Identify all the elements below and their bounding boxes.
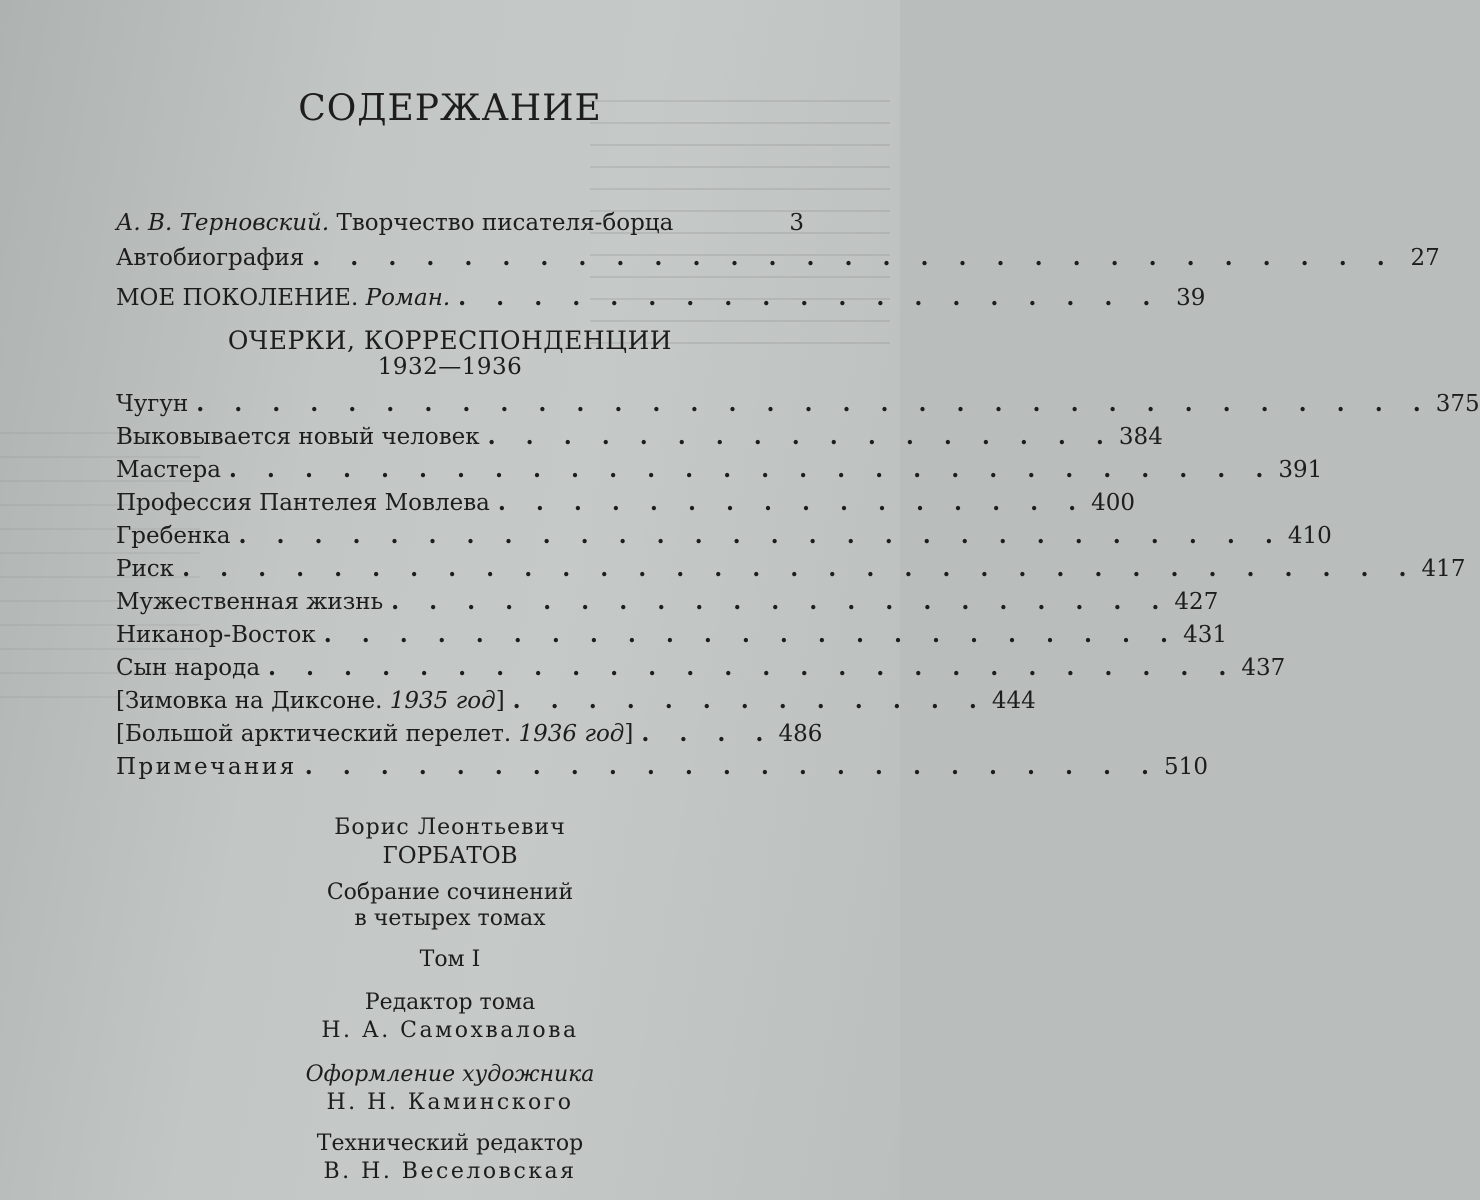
toc-entry bbox=[116, 244, 1440, 278]
collection-title: Собрание сочинений bbox=[326, 880, 574, 905]
toc-entry-page: 444 bbox=[991, 688, 1036, 714]
editor-label: Редактор тома bbox=[364, 990, 536, 1015]
leader-dots: . . . . . . . . . . . . . . . . . . . . . . . . . . . . bbox=[238, 522, 1284, 549]
toc-entry bbox=[116, 720, 823, 754]
leader-dots: . . . . . . . . . . . . . . . . . . . . . bbox=[391, 588, 1171, 615]
toc-entry bbox=[116, 284, 1206, 318]
toc-entry-bracket: ] bbox=[624, 721, 634, 747]
toc-entry bbox=[116, 423, 1163, 457]
toc-entry-page: 431 bbox=[1183, 622, 1227, 648]
toc-entry-page: 437 bbox=[1241, 655, 1286, 681]
toc-entry bbox=[116, 687, 1036, 721]
toc-entry-year: 1935 год bbox=[389, 688, 496, 714]
toc-entry-title: Никанор-Восток bbox=[116, 622, 316, 648]
toc-entry-page: 375 bbox=[1435, 391, 1480, 417]
toc-entry bbox=[116, 588, 1219, 622]
leader-dots: . . . . bbox=[641, 720, 775, 747]
toc-entry bbox=[116, 210, 804, 244]
toc-entry-title: Риск bbox=[116, 556, 175, 582]
toc-entry-page: 417 bbox=[1421, 556, 1466, 582]
toc-entry bbox=[116, 390, 1480, 424]
design-label: Оформление художника bbox=[305, 1062, 595, 1087]
toc-entry-bracket: ] bbox=[495, 688, 505, 714]
author-surname: ГОРБАТОВ bbox=[382, 843, 518, 869]
toc-entry-title: Творчество писателя-борца bbox=[336, 210, 674, 236]
toc-entry bbox=[116, 654, 1286, 688]
section-heading: ОЧЕРКИ, КОРРЕСПОНДЕНЦИИ bbox=[227, 326, 673, 355]
toc-entry-title: Сын народа bbox=[116, 655, 261, 681]
leader-dots: . . . . . . . . . . . . . bbox=[512, 687, 988, 714]
toc-entry-title: Профессия Пантелея Мовлева bbox=[116, 490, 490, 516]
toc-entry-title: Гребенка bbox=[116, 523, 231, 549]
toc-entry bbox=[116, 753, 1208, 787]
editor-name: Н. А. Самохвалова bbox=[321, 1018, 579, 1043]
leader-dots: . . . . . . . . . . . . . . . . . . . . . . . bbox=[323, 621, 1180, 648]
toc-entry-page: 410 bbox=[1287, 523, 1332, 549]
toc-entry-title: Выковывается новый человек bbox=[116, 424, 480, 450]
toc-entry-title: МОЕ ПОКОЛЕНИЕ. bbox=[116, 285, 359, 311]
page-title: СОДЕРЖАНИЕ bbox=[298, 88, 602, 129]
design-name: Н. Н. Каминского bbox=[326, 1090, 574, 1115]
toc-entry-note: Роман. bbox=[365, 285, 451, 311]
leader-dots: . . . . . . . . . . . . . . . . . . . . . . . bbox=[304, 753, 1161, 780]
tech-editor-name: В. Н. Веселовская bbox=[323, 1159, 577, 1184]
toc-entry-page: 427 bbox=[1174, 589, 1219, 615]
leader-dots: . . . . . . . . . . . . . . . . . . . bbox=[458, 284, 1162, 311]
toc-entry-page: 3 bbox=[789, 210, 804, 236]
author-name: Борис Леонтьевич bbox=[334, 815, 566, 840]
toc-entry-title: Мастера bbox=[116, 457, 221, 483]
toc-entry bbox=[116, 621, 1227, 655]
toc-entry-title: Чугун bbox=[116, 391, 189, 417]
toc-entry-title: Примечания bbox=[116, 754, 297, 780]
toc-entry bbox=[116, 555, 1466, 589]
toc-entry-author: А. В. Терновский. bbox=[116, 210, 330, 236]
toc-entry-title: Мужественная жизнь bbox=[116, 589, 384, 615]
toc-entry-page: 400 bbox=[1091, 490, 1136, 516]
leader-dots: . . . . . . . . . . . . . . . . . . . . . . . . . . . . . . . . . bbox=[196, 390, 1432, 417]
collection-subtitle: в четырех томах bbox=[354, 906, 546, 931]
volume-label: Том I bbox=[419, 947, 481, 972]
toc-entry bbox=[116, 522, 1332, 556]
toc-entry-page: 27 bbox=[1410, 245, 1440, 271]
toc-entry-page: 510 bbox=[1164, 754, 1208, 780]
leader-dots: . . . . . . . . . . . . . . . . . . . . . . . . . . . . bbox=[228, 456, 1275, 483]
toc-entry-title: [Зимовка на Диксоне. bbox=[116, 688, 383, 714]
leader-dots: . . . . . . . . . . . . . . . . . . . . . . . . . . bbox=[268, 654, 1238, 681]
leader-dots: . . . . . . . . . . . . . . . . . bbox=[487, 423, 1115, 450]
toc-entry-year: 1936 год bbox=[518, 721, 625, 747]
tech-editor-label: Технический редактор bbox=[316, 1131, 584, 1156]
toc-entry-page: 39 bbox=[1176, 285, 1206, 311]
section-years: 1932—1936 bbox=[377, 354, 523, 380]
toc-entry-page: 391 bbox=[1278, 457, 1323, 483]
toc-entry-title: [Большой арктический перелет. bbox=[116, 721, 512, 747]
toc-entry-page: 486 bbox=[778, 721, 823, 747]
leader-dots: . . . . . . . . . . . . . . . . bbox=[497, 489, 1088, 516]
toc-entry-title: Автобиография bbox=[116, 245, 305, 271]
toc-entry bbox=[116, 456, 1323, 490]
toc-entry-page: 384 bbox=[1118, 424, 1163, 450]
toc-entry bbox=[116, 489, 1136, 523]
leader-dots: . . . . . . . . . . . . . . . . . . . . . . . . . . . . . bbox=[312, 244, 1396, 271]
leader-dots: . . . . . . . . . . . . . . . . . . . . . . . . . . . . . . . . . bbox=[182, 555, 1418, 582]
